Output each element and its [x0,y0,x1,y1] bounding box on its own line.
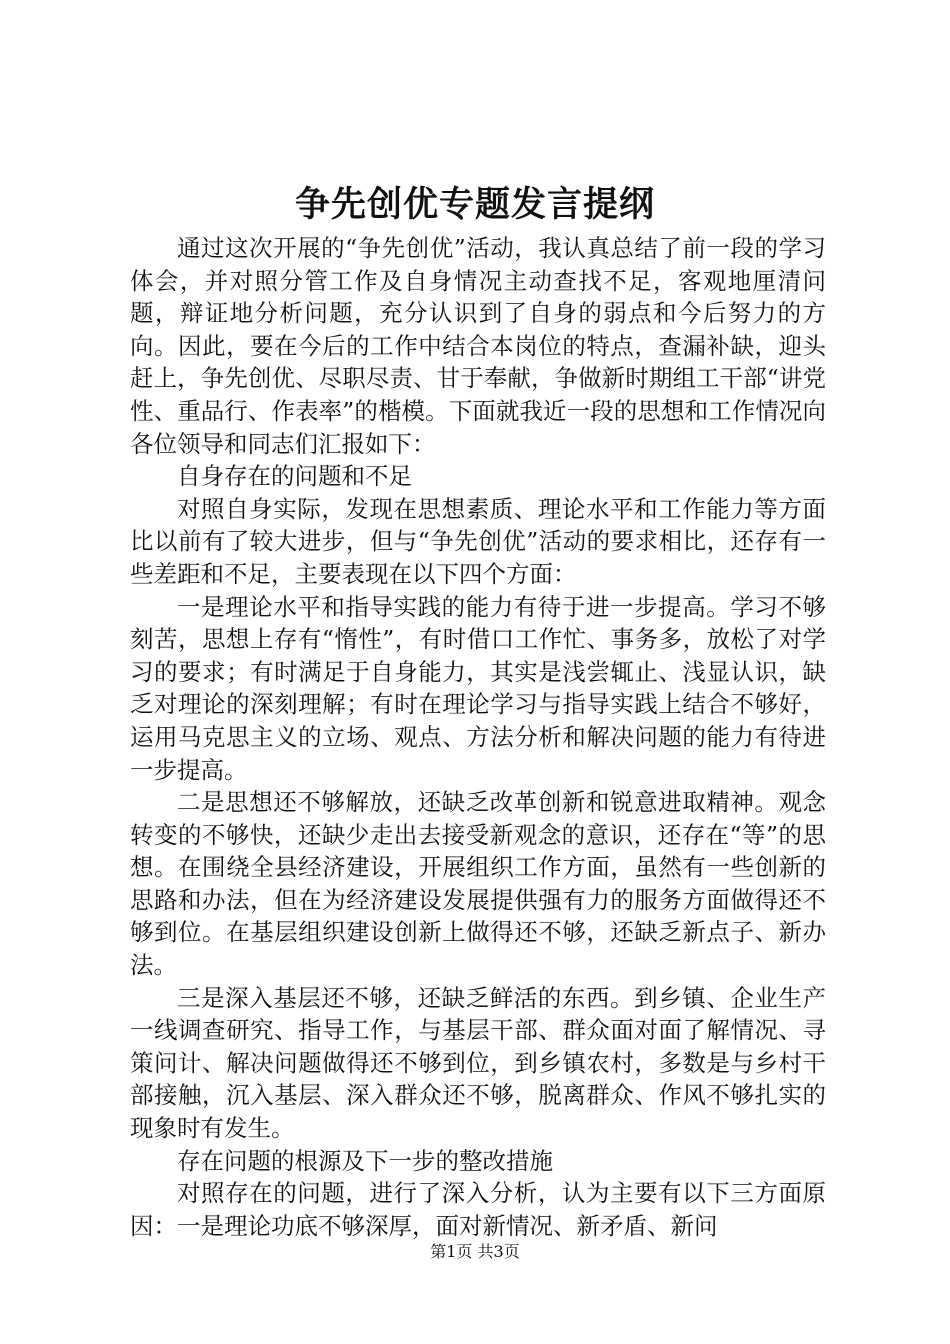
section-heading-causes: 存在问题的根源及下一步的整改措施 [177,1146,553,1175]
paragraph-self-review: 对照自身实际，发现在思想素质、理论水平和工作能力等方面比以前有了较大进步，但与“争先创优”活动的要求相比，还存有一些差距和不足，主要表现在以下四个方面： [130,494,826,588]
page-number-footer: 第1页 共3页 [430,1242,520,1261]
paragraph-point-one: 一是理论水平和指导实践的能力有待于进一步提高。学习不够刻苦，思想上存有“惰性”，有时借口工作忙、事务多，放松了对学习的要求；有时满足于自身能力，其实是浅尝辄止、浅显认识，缺乏对理论的深刻理解；有时在理论学习与指导实践上结合不够好，运用马克思主义的立场、观点、方法分析和解决问题的能力有待进一步提高。 [130,592,826,784]
section-heading-problems: 自身存在的问题和不足 [177,462,412,491]
paragraph-intro: 通过这次开展的“争先创优”活动，我认真总结了前一段的学习体会，并对照分管工作及自身情况主动查找不足，客观地厘清问题，辩证地分析问题，充分认识到了自身的弱点和今后努力的方向。因此，要在今后的工作中结合本岗位的特点，查漏补缺，迎头赶上，争先创优、尽职尽责、甘于奉献，争做新时期组工干部“讲党性、重品行、作表率”的楷模。下面就我近一段的思想和工作情况向各位领导和同志们汇报如下： [130,234,826,458]
paragraph-point-two: 二是思想还不够解放，还缺乏改革创新和锐意进取精神。观念转变的不够快，还缺少走出去接受新观念的意识，还存在“等”的思想。在围绕全县经济建设，开展组织工作方面，虽然有一些创新的思路和办法，但在为经济建设发展提供强有力的服务方面做得还不够到位。在基层组织建设创新上做得还不够，还缺乏新点子、新办法。 [130,788,826,980]
paragraph-causes: 对照存在的问题，进行了深入分析，认为主要有以下三方面原因：一是理论功底不够深厚，面对新情况、新矛盾、新问 [130,1179,826,1240]
paragraph-point-three: 三是深入基层还不够，还缺乏鲜活的东西。到乡镇、企业生产一线调查研究、指导工作，与基层干部、群众面对面了解情况、寻策问计、解决问题做得还不够到位，到乡镇农村，多数是与乡村干部接触，沉入基层、深入群众还不够，脱离群众、作风不够扎实的现象时有发生。 [130,983,826,1143]
document-body [130,232,826,1242]
document-title: 争先创优专题发言提纲 [294,184,655,225]
